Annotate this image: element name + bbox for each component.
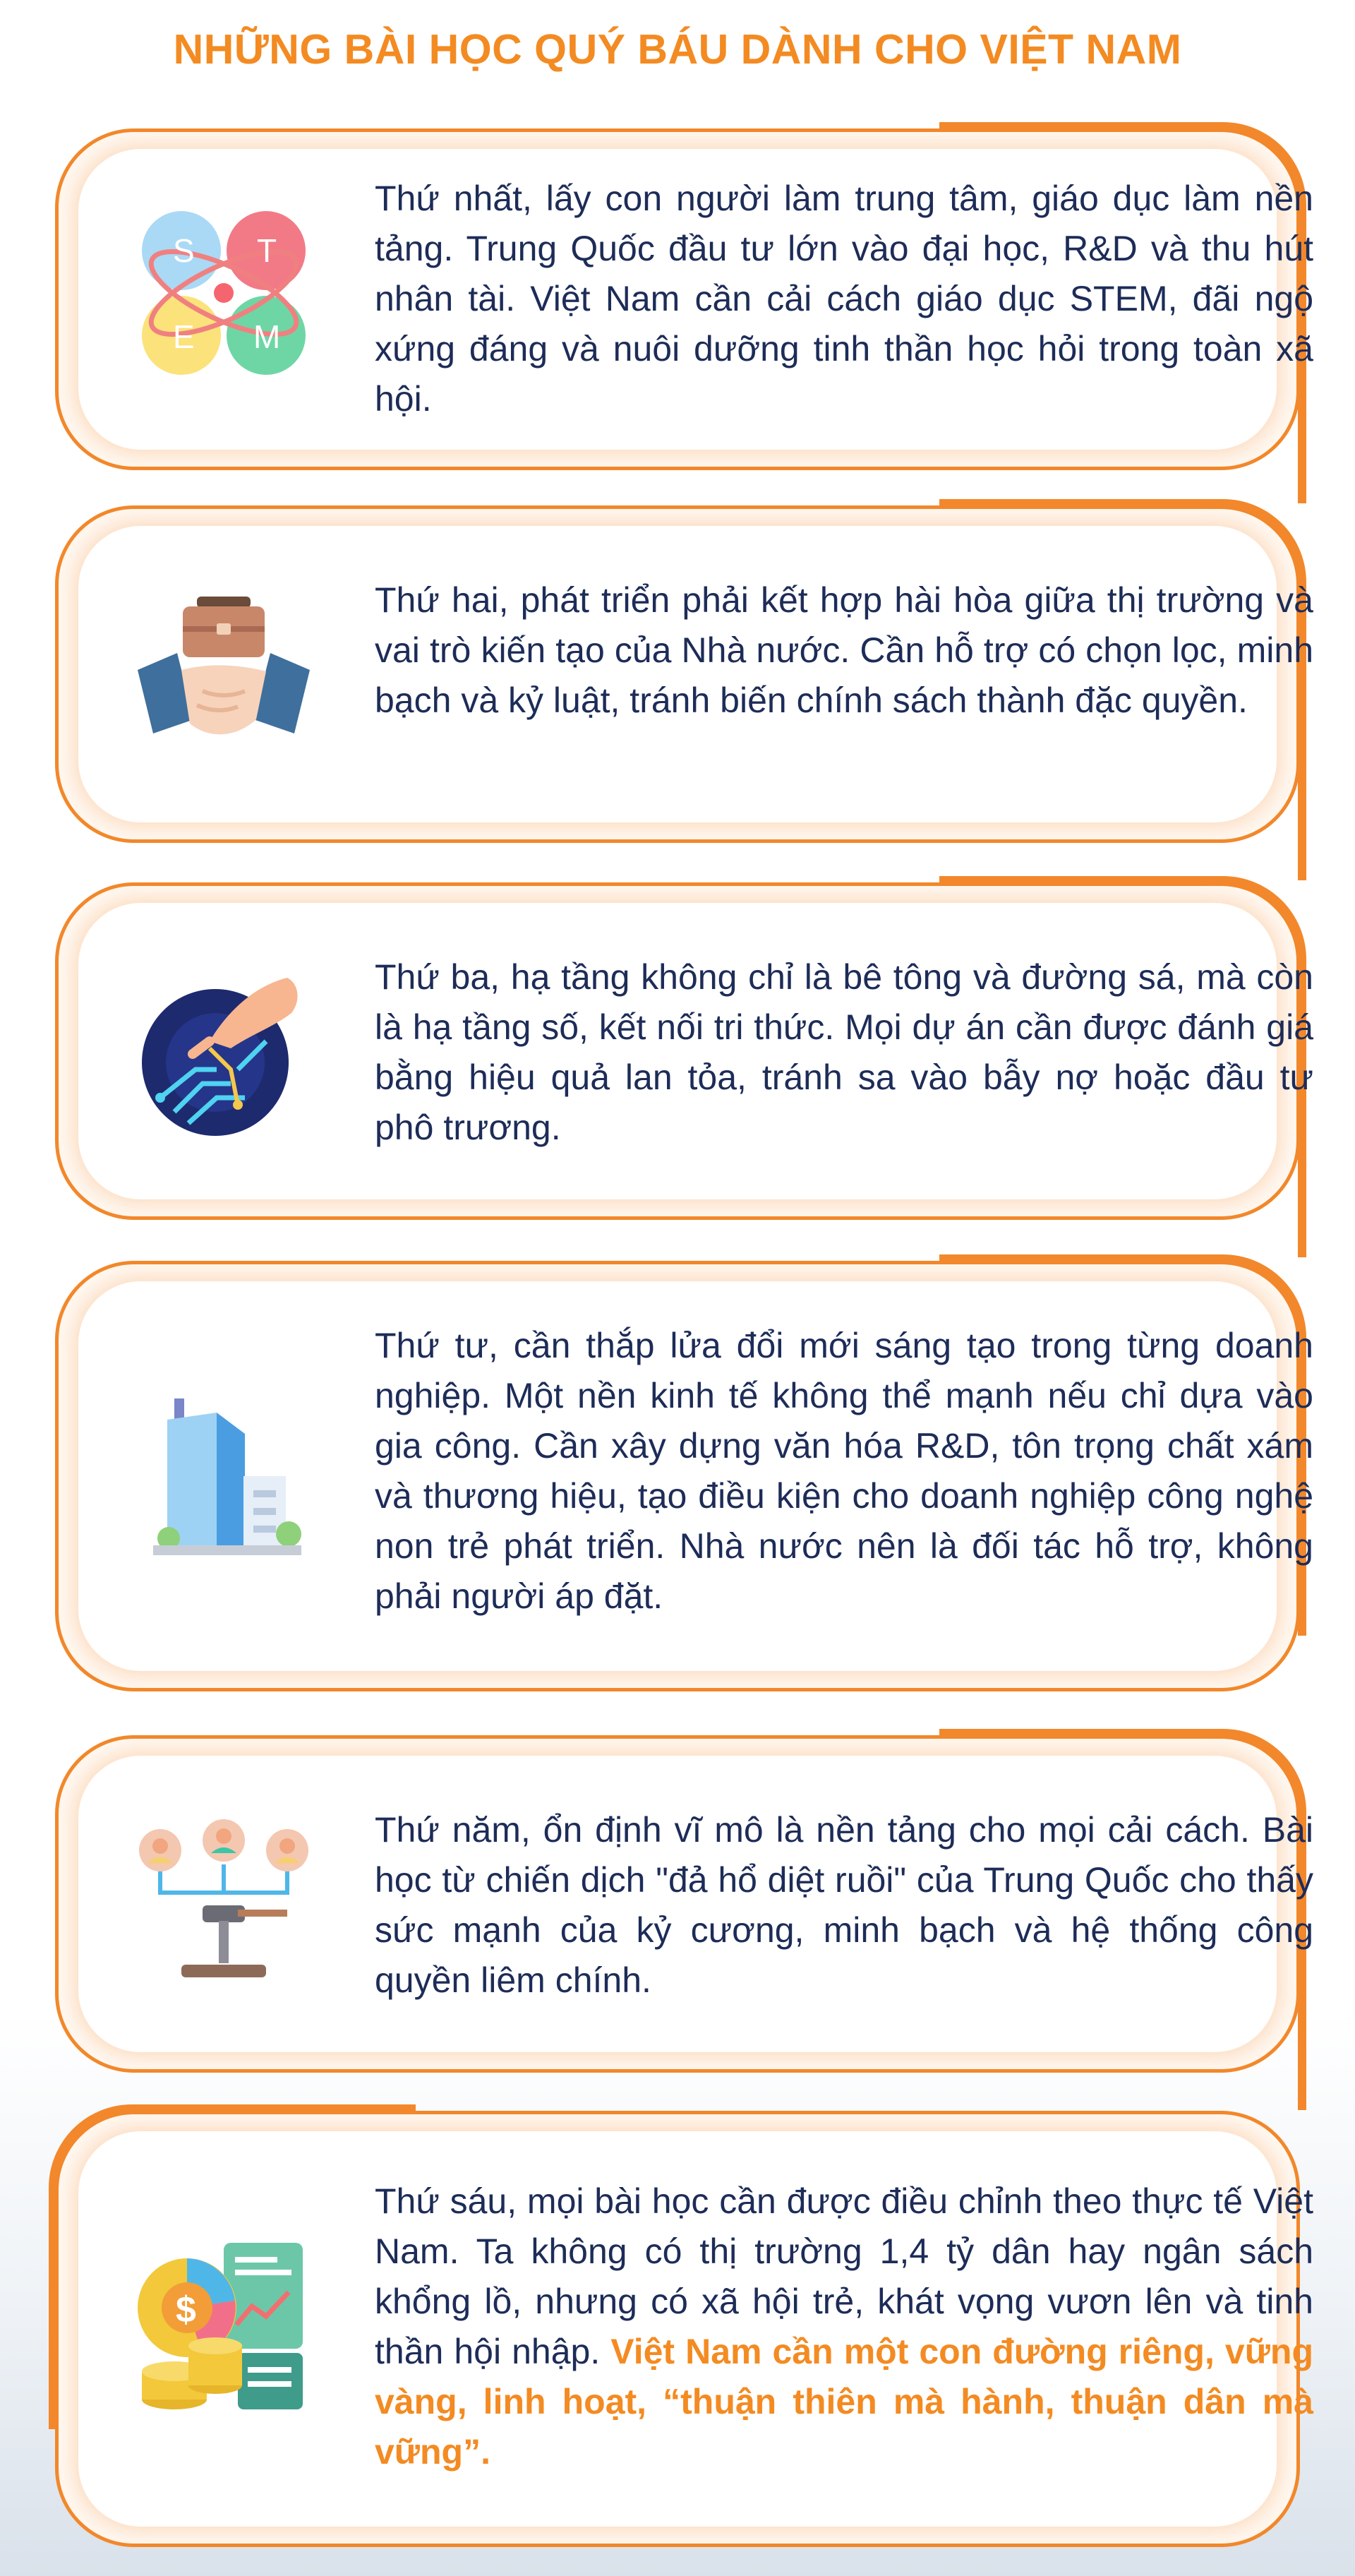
lesson-text: Thứ nhất, lấy con người làm trung tâm, giáo dục làm nền tảng. Trung Quốc đầu tư lớn vào đại học, R&D và thu hút nhân tài. Việt Nam cần cải cách giáo dục STEM, đãi ngộ xứng đáng và nuôi dưỡng tinh thần học hỏi trong toàn xã hội. bbox=[375, 179, 1313, 419]
stem-letter-t: T bbox=[257, 232, 277, 269]
handshake-briefcase-icon bbox=[132, 585, 315, 769]
page-title: NHỮNG BÀI HỌC QUÝ BÁU DÀNH CHO VIỆT NAM bbox=[173, 26, 1182, 73]
finance-coins-report-icon bbox=[132, 2240, 315, 2424]
dollar-sign: $ bbox=[176, 2289, 196, 2330]
lesson-card-3 bbox=[55, 882, 1313, 1220]
lesson-text-body: Thứ sáu, mọi bài học cần được điều chỉnh theo thực tế Việt Nam. Ta không có thị trường 1,4 tỷ dân hay ngân sách khổng lồ, nhưng có xã hội trẻ, khát vọng vươn lên và tinh thần hội nhập. bbox=[375, 2181, 1313, 2371]
lesson-text: Thứ tư, cần thắp lửa đổi mới sáng tạo trong từng doanh nghiệp. Một nền kinh tế không thể mạnh nếu chỉ dựa vào gia công. Cần xây dựng văn hóa R&D, tôn trọng chất xám và thương hiệu, tạo điều kiện cho doanh nghiệp công nghệ non trẻ phát triển. Nhà nước nên là đối tác hỗ trợ, không phải người áp đặt. bbox=[375, 1326, 1313, 1616]
stem-letter-m: M bbox=[253, 318, 281, 355]
stem-letter-e: E bbox=[173, 318, 195, 355]
lesson-card-1 bbox=[55, 128, 1313, 470]
lesson-card-4 bbox=[55, 1261, 1313, 1691]
office-building-icon bbox=[132, 1384, 315, 1568]
gavel-people-network-icon bbox=[132, 1815, 315, 1999]
lesson-card-5 bbox=[55, 1735, 1313, 2073]
lesson-card-6 bbox=[55, 2111, 1313, 2547]
lesson-text bbox=[375, 2176, 1313, 2477]
lesson-card-2 bbox=[55, 505, 1313, 843]
stem-atom-icon bbox=[132, 201, 315, 385]
digital-hand-circuit-icon bbox=[132, 964, 315, 1147]
lesson-text: Thứ hai, phát triển phải kết hợp hài hòa giữa thị trường và vai trò kiến tạo của Nhà nước. Cần hỗ trợ có chọn lọc, minh bạch và kỷ luật, tránh biến chính sách thành đặc quyền. bbox=[375, 580, 1313, 720]
lesson-text: Thứ năm, ổn định vĩ mô là nền tảng cho mọi cải cách. Bài học từ chiến dịch "đả hổ diệt ruồi" của Trung Quốc cho thấy sức mạnh của kỷ cương, minh bạch và hệ thống công quyền liêm chính. bbox=[375, 1810, 1313, 2000]
lesson-text: Thứ ba, hạ tầng không chỉ là bê tông và đường sá, mà còn là hạ tầng số, kết nối tri thức. Mọi dự án cần được đánh giá bằng hiệu quả lan tỏa, tránh sa vào bẫy nợ hoặc đầu tư phô trương. bbox=[375, 957, 1313, 1147]
stem-letter-s: S bbox=[173, 232, 195, 269]
lesson-highlight: Việt Nam cần một con đường riêng, vững vàng, linh hoạt, “thuận thiên mà hành, thuận dân mà vững”. bbox=[375, 2332, 1313, 2472]
